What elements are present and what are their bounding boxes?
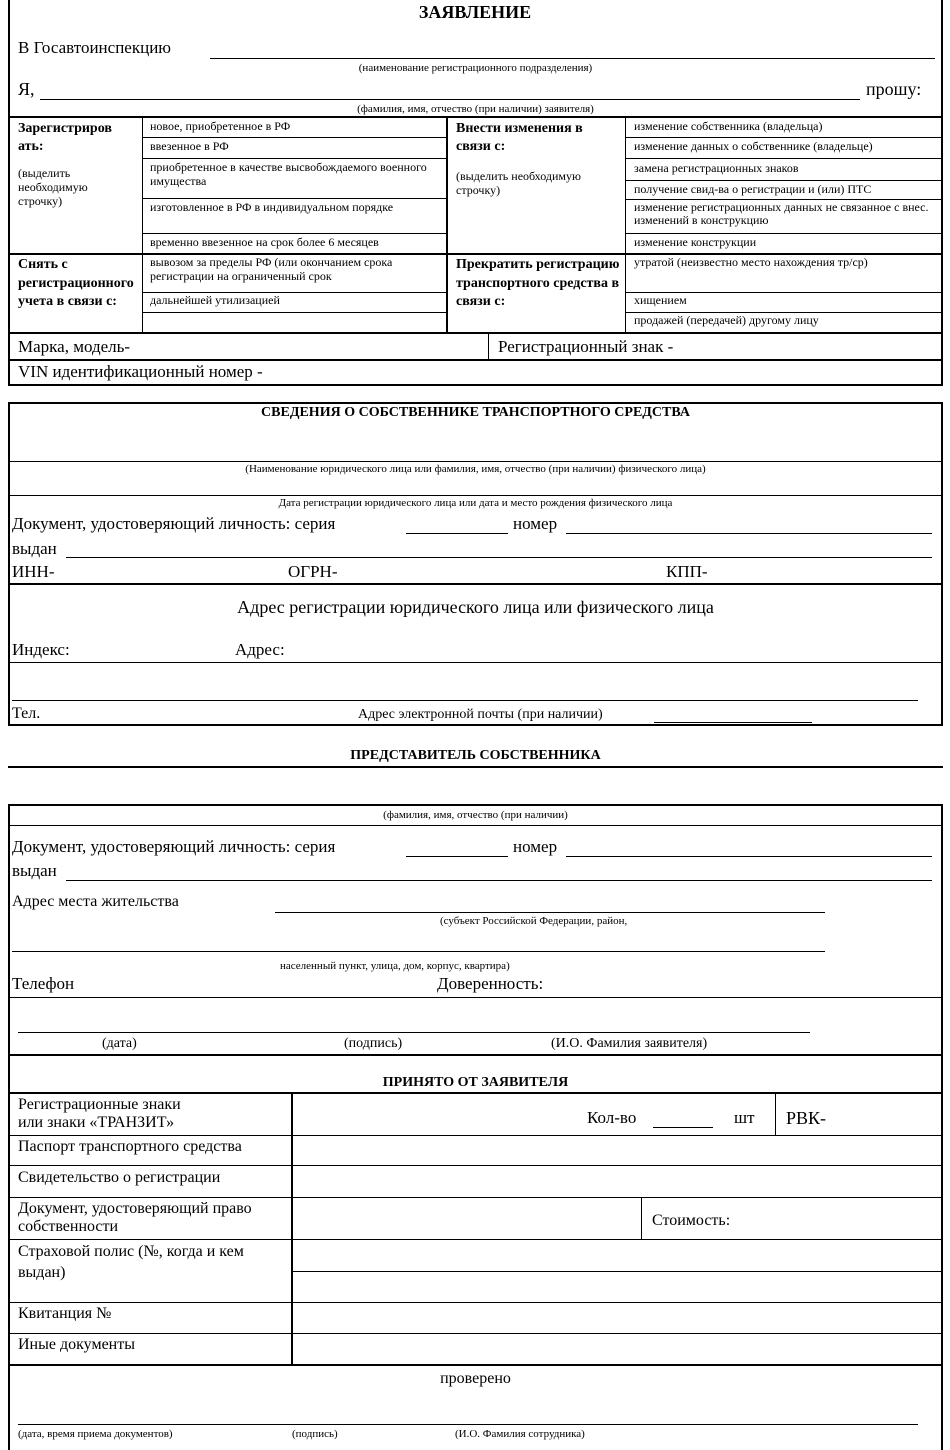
owner-address-title: Адрес регистрации юридического лица или физического лица bbox=[237, 597, 714, 617]
datetime-caption: (дата, время приема документов) bbox=[18, 1428, 173, 1440]
rep-issued-input[interactable] bbox=[66, 880, 932, 881]
owner-email-label: Адрес электронной почты (при наличии) bbox=[358, 707, 603, 722]
rep-doc-series-input[interactable] bbox=[406, 856, 508, 857]
i-label: Я, bbox=[18, 79, 35, 99]
ogrn-label: ОГРН- bbox=[288, 562, 338, 581]
vin-label: VIN идентификационный номер - bbox=[18, 362, 263, 381]
employee-name-caption: (И.О. Фамилия сотрудника) bbox=[455, 1428, 585, 1440]
register-hint: (выделить необходимую строчку) bbox=[18, 166, 88, 208]
accepted-item-insurance: Страховой полис (№, когда и кем выдан) bbox=[18, 1243, 244, 1281]
qty-unit: шт bbox=[734, 1108, 755, 1127]
owner-doc-series-input[interactable] bbox=[406, 533, 508, 534]
applicant-caption: (фамилия, имя, отчество (при наличии) заявителя) bbox=[357, 103, 594, 115]
rep-date-caption: (дата) bbox=[102, 1036, 137, 1051]
rep-name-sig-caption: (И.О. Фамилия заявителя) bbox=[551, 1036, 708, 1051]
register-option-2[interactable]: ввезенное в РФ bbox=[150, 139, 229, 153]
changes-hint: (выделить необходимую строчку) bbox=[456, 169, 581, 197]
deregister-option-1[interactable]: вывозом за пределы РФ (или окончанием срока регистрации на ограниченный срок bbox=[150, 255, 393, 283]
inn-label: ИНН- bbox=[12, 562, 55, 581]
terminate-option-2[interactable]: хищением bbox=[634, 293, 687, 307]
rep-phone-label: Телефон bbox=[12, 974, 75, 993]
applicant-name-input[interactable] bbox=[40, 99, 860, 100]
terminate-title: Прекратить регистрацию транспортного средства в связи с: bbox=[456, 257, 620, 310]
residence-street-input[interactable] bbox=[12, 951, 825, 952]
index-label: Индекс: bbox=[12, 640, 70, 659]
register-option-5[interactable]: временно ввезенное на срок более 6 месяцев bbox=[150, 235, 379, 249]
changes-title: Внести изменения в связи с: bbox=[456, 121, 583, 155]
accepted-item-pts: Паспорт транспортного средства bbox=[18, 1138, 242, 1155]
request-label: прошу: bbox=[866, 79, 922, 99]
owner-name-caption: (Наименование юридического лица или фамилия, имя, отчество (при наличии) физического лица) bbox=[245, 463, 706, 475]
register-option-3[interactable]: приобретенное в качестве высвобождаемого военного имущества bbox=[150, 160, 427, 188]
changes-option-3[interactable]: замена регистрационных знаков bbox=[634, 161, 799, 175]
street-caption: населенный пункт, улица, дом, корпус, квартира) bbox=[280, 960, 510, 972]
cost-label: Стоимость: bbox=[652, 1212, 731, 1229]
to-label: В Госавтоинспекцию bbox=[18, 38, 171, 57]
rep-signature-caption: (подпись) bbox=[344, 1036, 403, 1051]
employee-signature-caption: (подпись) bbox=[292, 1428, 338, 1440]
owner-section-title: СВЕДЕНИЯ О СОБСТВЕННИКЕ ТРАНСПОРТНОГО СРЕДСТВА bbox=[261, 405, 690, 420]
qty-label: Кол-во bbox=[587, 1108, 637, 1127]
plates-label: Регистрационные знаки или знаки «ТРАНЗИТ» bbox=[18, 1096, 181, 1132]
deregister-option-2[interactable]: дальнейшей утилизацией bbox=[150, 293, 280, 307]
address-label: Адрес: bbox=[235, 640, 285, 659]
checked-label: проверено bbox=[440, 1370, 511, 1387]
kpp-label: КПП- bbox=[666, 562, 708, 581]
owner-date-caption: Дата регистрации юридического лица или дата и место рождения физического лица bbox=[278, 497, 673, 509]
department-input[interactable] bbox=[210, 58, 935, 59]
department-caption: (наименование регистрационного подразделения) bbox=[358, 62, 593, 74]
owner-doc-label: Документ, удостоверяющий личность: серия bbox=[12, 514, 336, 533]
residence-label: Адрес места жительства bbox=[12, 893, 179, 910]
deregister-title: Снять с регистрационного учета в связи с: bbox=[18, 257, 134, 310]
rep-doc-label: Документ, удостоверяющий личность: серия bbox=[12, 837, 336, 856]
changes-option-2[interactable]: изменение данных о собственнике (владельце) bbox=[634, 139, 873, 153]
register-option-4[interactable]: изготовленное в РФ в индивидуальном порядке bbox=[150, 200, 394, 214]
qty-input[interactable] bbox=[653, 1127, 713, 1128]
owner-issued-input[interactable] bbox=[66, 557, 932, 558]
accepted-item-other: Иные документы bbox=[18, 1336, 135, 1353]
rep-name-caption: (фамилия, имя, отчество (при наличии) bbox=[383, 809, 568, 821]
rep-issued-label: выдан bbox=[12, 861, 57, 880]
residence-region-input[interactable] bbox=[275, 912, 825, 913]
changes-option-5[interactable]: изменение регистрационных данных не связанное с внес. изменений в конструкцию bbox=[634, 200, 929, 228]
register-title: Зарегистриров ать: bbox=[18, 121, 112, 155]
accepted-item-ownership: Документ, удостоверяющий право собственности bbox=[18, 1200, 252, 1236]
owner-phone-label: Тел. bbox=[12, 705, 41, 722]
owner-address-input[interactable] bbox=[12, 700, 918, 701]
applicant-signature-line[interactable] bbox=[18, 1032, 810, 1033]
owner-issued-label: выдан bbox=[12, 539, 57, 558]
rep-doc-number-input[interactable] bbox=[566, 856, 932, 857]
changes-option-1[interactable]: изменение собственника (владельца) bbox=[634, 119, 823, 133]
make-model-label: Марка, модель- bbox=[18, 337, 131, 356]
accepted-item-certificate: Свидетельство о регистрации bbox=[18, 1169, 221, 1186]
accepted-section-title: ПРИНЯТО ОТ ЗАЯВИТЕЛЯ bbox=[382, 1075, 569, 1090]
terminate-option-3[interactable]: продажей (передачей) другому лицу bbox=[634, 313, 819, 327]
terminate-option-1[interactable]: утратой (неизвестно место нахождения тр/ср) bbox=[634, 255, 868, 269]
page-title: ЗАЯВЛЕНИЕ bbox=[418, 2, 532, 22]
rvk-label: РВК- bbox=[786, 1108, 827, 1128]
plate-label: Регистрационный знак - bbox=[498, 337, 674, 356]
region-caption: (субъект Российской Федерации, район, bbox=[440, 915, 628, 927]
register-option-1[interactable]: новое, приобретенное в РФ bbox=[150, 119, 291, 133]
proxy-label: Доверенность: bbox=[437, 974, 544, 993]
rep-number-label: номер bbox=[513, 837, 558, 856]
employee-signature-line[interactable] bbox=[18, 1424, 918, 1425]
owner-box bbox=[8, 402, 943, 726]
owner-email-input[interactable] bbox=[654, 722, 812, 723]
accepted-item-receipt: Квитанция № bbox=[18, 1305, 112, 1322]
owner-doc-number-input[interactable] bbox=[566, 533, 932, 534]
changes-option-6[interactable]: изменение конструкции bbox=[634, 235, 757, 249]
changes-option-4[interactable]: получение свид-ва о регистрации и (или) ПТС bbox=[634, 182, 872, 196]
owner-number-label: номер bbox=[513, 514, 558, 533]
representative-section-title: ПРЕДСТАВИТЕЛЬ СОБСТВЕННИКА bbox=[350, 748, 601, 763]
